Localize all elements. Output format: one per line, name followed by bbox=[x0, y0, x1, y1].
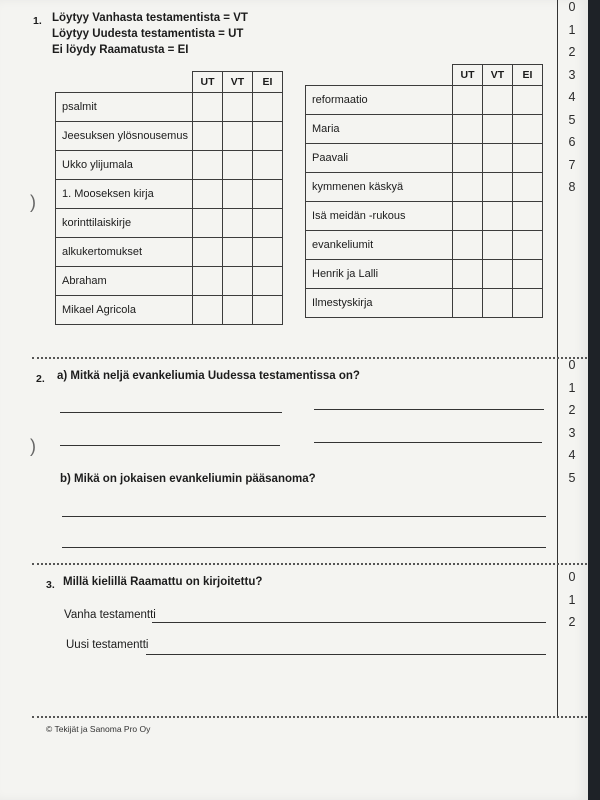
answer-box-vt[interactable] bbox=[223, 238, 253, 267]
answer-box-vt[interactable] bbox=[483, 144, 513, 173]
point-8[interactable]: 8 bbox=[568, 180, 576, 194]
answer-box-ei[interactable] bbox=[253, 296, 283, 325]
answer-line-2a-2[interactable] bbox=[314, 409, 544, 410]
table-row bbox=[306, 144, 543, 173]
answer-box-ut[interactable] bbox=[193, 180, 223, 209]
answer-box-ei[interactable] bbox=[253, 180, 283, 209]
answer-box-ei[interactable] bbox=[253, 267, 283, 296]
table-row bbox=[306, 202, 543, 231]
table-row bbox=[56, 267, 283, 296]
table-row bbox=[306, 173, 543, 202]
item-name: korinttilaiskirje bbox=[56, 209, 193, 238]
section-divider-2 bbox=[32, 563, 587, 565]
answer-table-right bbox=[305, 64, 543, 318]
answer-box-vt[interactable] bbox=[483, 115, 513, 144]
table-header-blank bbox=[306, 65, 453, 86]
table-row bbox=[306, 260, 543, 289]
answer-box-ut[interactable] bbox=[193, 267, 223, 296]
answer-box-ut[interactable] bbox=[453, 202, 483, 231]
col-header-vt: VT bbox=[483, 65, 513, 86]
question-2-number: 2. bbox=[36, 373, 45, 385]
answer-box-ei[interactable] bbox=[513, 115, 543, 144]
answer-box-ut[interactable] bbox=[193, 122, 223, 151]
copyright-footer: © Tekijät ja Sanoma Pro Oy bbox=[46, 724, 151, 734]
point-0[interactable]: 0 bbox=[568, 0, 576, 14]
answer-box-ut[interactable] bbox=[453, 260, 483, 289]
point-7[interactable]: 7 bbox=[568, 157, 576, 172]
answer-box-ei[interactable] bbox=[253, 122, 283, 151]
legend-line-ei: Ei löydy Raamatusta = EI bbox=[52, 44, 189, 56]
table-row bbox=[306, 86, 543, 115]
answer-box-vt[interactable] bbox=[223, 122, 253, 151]
item-name: evankeliumit bbox=[306, 231, 453, 260]
table-row bbox=[56, 151, 283, 180]
question-2a-text: a) Mitkä neljä evankeliumia Uudessa testamentissa on? bbox=[57, 370, 360, 382]
point-1[interactable]: 1 bbox=[568, 592, 576, 607]
answer-box-ut[interactable] bbox=[453, 231, 483, 260]
item-name: Jeesuksen ylösnousemus bbox=[56, 122, 193, 151]
point-1[interactable]: 1 bbox=[568, 22, 576, 37]
question-2b-text: b) Mikä on jokaisen evankeliumin pääsanoma? bbox=[60, 473, 316, 485]
answer-box-ut[interactable] bbox=[193, 151, 223, 180]
table-row bbox=[56, 93, 283, 122]
item-name: alkukertomukset bbox=[56, 238, 193, 267]
col-header-vt: VT bbox=[223, 72, 253, 93]
question-3-text: Millä kielillä Raamattu on kirjoitettu? bbox=[63, 576, 263, 588]
answer-box-vt[interactable] bbox=[483, 260, 513, 289]
table-row bbox=[56, 180, 283, 209]
answer-box-vt[interactable] bbox=[223, 296, 253, 325]
hole-punch-shadow: ) bbox=[30, 436, 36, 456]
table-row bbox=[306, 115, 543, 144]
answer-box-ei[interactable] bbox=[513, 231, 543, 260]
item-name: reformaatio bbox=[306, 86, 453, 115]
answer-box-ei[interactable] bbox=[513, 173, 543, 202]
answer-box-ei[interactable] bbox=[513, 144, 543, 173]
answer-line-2b-2[interactable] bbox=[62, 547, 546, 548]
hole-punch-shadow: ) bbox=[30, 192, 36, 212]
answer-box-vt[interactable] bbox=[483, 173, 513, 202]
question-1-number: 1. bbox=[33, 15, 42, 27]
legend-line-ut: Löytyy Uudesta testamentista = UT bbox=[52, 28, 244, 40]
answer-box-vt[interactable] bbox=[223, 151, 253, 180]
table-row bbox=[56, 209, 283, 238]
answer-box-vt[interactable] bbox=[483, 202, 513, 231]
answer-line-old-testament[interactable] bbox=[152, 622, 546, 623]
answer-box-vt[interactable] bbox=[483, 86, 513, 115]
item-name: Maria bbox=[306, 115, 453, 144]
answer-line-new-testament[interactable] bbox=[146, 654, 546, 655]
point-5[interactable]: 5 bbox=[568, 470, 576, 485]
point-3[interactable]: 3 bbox=[568, 67, 576, 82]
point-2[interactable]: 2 bbox=[568, 403, 576, 417]
answer-box-ut[interactable] bbox=[193, 209, 223, 238]
answer-box-ei[interactable] bbox=[513, 260, 543, 289]
point-3[interactable]: 3 bbox=[568, 425, 576, 440]
item-name: kymmenen käskyä bbox=[306, 173, 453, 202]
section-divider-1 bbox=[32, 357, 587, 359]
answer-box-ei[interactable] bbox=[513, 86, 543, 115]
table-row bbox=[56, 296, 283, 325]
answer-table-left bbox=[55, 71, 283, 325]
item-name: Henrik ja Lalli bbox=[306, 260, 453, 289]
answer-line-2b-1[interactable] bbox=[62, 516, 546, 517]
col-header-ei: EI bbox=[253, 72, 283, 93]
answer-box-ut[interactable] bbox=[453, 173, 483, 202]
section-divider-3 bbox=[32, 716, 587, 718]
table-row bbox=[306, 289, 543, 318]
point-6[interactable]: 6 bbox=[568, 135, 576, 149]
col-header-ut: UT bbox=[453, 65, 483, 86]
table-row bbox=[306, 231, 543, 260]
old-testament-label: Vanha testamentti bbox=[64, 609, 156, 621]
legend-line-vt: Löytyy Vanhasta testamentista = VT bbox=[52, 12, 248, 24]
item-name: 1. Mooseksen kirja bbox=[56, 180, 193, 209]
q2-points-column bbox=[557, 358, 587, 493]
col-header-ei: EI bbox=[513, 65, 543, 86]
point-0[interactable]: 0 bbox=[568, 570, 576, 584]
answer-box-vt[interactable] bbox=[223, 93, 253, 122]
point-1[interactable]: 1 bbox=[568, 380, 576, 395]
item-name: Ilmestyskirja bbox=[306, 289, 453, 318]
answer-box-vt[interactable] bbox=[223, 209, 253, 238]
q1-points-column bbox=[557, 0, 587, 203]
answer-box-ei[interactable] bbox=[253, 209, 283, 238]
point-5[interactable]: 5 bbox=[568, 112, 576, 127]
q3-points-column bbox=[557, 570, 587, 638]
question-3-number: 3. bbox=[46, 579, 55, 591]
answer-box-ei[interactable] bbox=[253, 93, 283, 122]
item-name: psalmit bbox=[56, 93, 193, 122]
answer-box-vt[interactable] bbox=[483, 289, 513, 318]
table-row bbox=[56, 122, 283, 151]
item-name: Mikael Agricola bbox=[56, 296, 193, 325]
point-2[interactable]: 2 bbox=[568, 45, 576, 59]
table-header-blank bbox=[56, 72, 193, 93]
point-2[interactable]: 2 bbox=[568, 615, 576, 629]
answer-line-2a-3[interactable] bbox=[60, 445, 280, 446]
answer-box-ut[interactable] bbox=[453, 115, 483, 144]
table-row bbox=[56, 238, 283, 267]
answer-box-ut[interactable] bbox=[193, 93, 223, 122]
point-0[interactable]: 0 bbox=[568, 358, 576, 372]
answer-box-vt[interactable] bbox=[223, 180, 253, 209]
item-name: Ukko ylijumala bbox=[56, 151, 193, 180]
point-4[interactable]: 4 bbox=[568, 448, 576, 462]
answer-line-2a-1[interactable] bbox=[60, 412, 282, 413]
answer-box-vt[interactable] bbox=[483, 231, 513, 260]
answer-box-ut[interactable] bbox=[453, 289, 483, 318]
answer-box-ut[interactable] bbox=[193, 296, 223, 325]
answer-box-ei[interactable] bbox=[513, 202, 543, 231]
col-header-ut: UT bbox=[193, 72, 223, 93]
answer-box-vt[interactable] bbox=[223, 267, 253, 296]
answer-box-ei[interactable] bbox=[253, 238, 283, 267]
answer-box-ei[interactable] bbox=[513, 289, 543, 318]
answer-box-ut[interactable] bbox=[453, 86, 483, 115]
answer-line-2a-4[interactable] bbox=[314, 442, 542, 443]
answer-box-ut[interactable] bbox=[453, 144, 483, 173]
item-name: Isä meidän -rukous bbox=[306, 202, 453, 231]
new-testament-label: Uusi testamentti bbox=[66, 639, 149, 651]
item-name: Paavali bbox=[306, 144, 453, 173]
point-4[interactable]: 4 bbox=[568, 90, 576, 104]
answer-box-ei[interactable] bbox=[253, 151, 283, 180]
answer-box-ut[interactable] bbox=[193, 238, 223, 267]
item-name: Abraham bbox=[56, 267, 193, 296]
